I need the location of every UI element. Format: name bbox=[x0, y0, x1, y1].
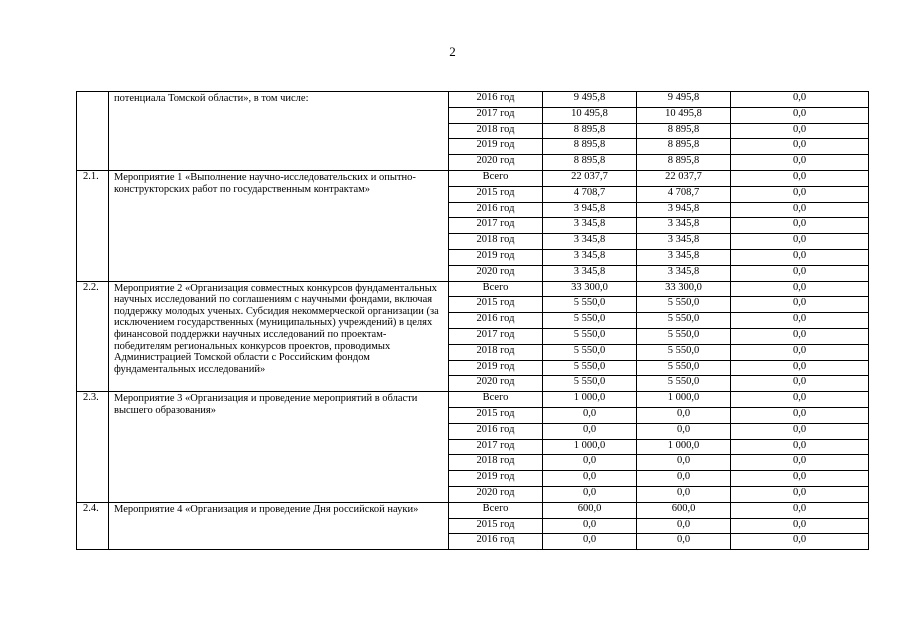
total-cell: 0,0 bbox=[543, 471, 637, 487]
total-cell: 0,0 bbox=[543, 423, 637, 439]
total-cell: 4 708,7 bbox=[543, 186, 637, 202]
budget-cell: 5 550,0 bbox=[637, 328, 731, 344]
total-cell: 5 550,0 bbox=[543, 297, 637, 313]
budget-cell: 5 550,0 bbox=[637, 360, 731, 376]
year-cell: Всего bbox=[449, 170, 543, 186]
other-sources-cell: 0,0 bbox=[731, 455, 869, 471]
budget-cell: 3 345,8 bbox=[637, 234, 731, 250]
year-cell: 2018 год bbox=[449, 455, 543, 471]
other-sources-cell: 0,0 bbox=[731, 202, 869, 218]
budget-cell: 0,0 bbox=[637, 534, 731, 550]
year-cell: 2016 год bbox=[449, 313, 543, 329]
other-sources-cell: 0,0 bbox=[731, 392, 869, 408]
year-cell: 2016 год bbox=[449, 202, 543, 218]
year-cell: 2015 год bbox=[449, 186, 543, 202]
budget-cell: 0,0 bbox=[637, 423, 731, 439]
year-cell: 2017 год bbox=[449, 328, 543, 344]
budget-cell: 3 345,8 bbox=[637, 249, 731, 265]
year-cell: 2020 год bbox=[449, 376, 543, 392]
other-sources-cell: 0,0 bbox=[731, 265, 869, 281]
budget-cell: 3 345,8 bbox=[637, 218, 731, 234]
other-sources-cell: 0,0 bbox=[731, 170, 869, 186]
table-row bbox=[77, 170, 869, 186]
budget-cell: 8 895,8 bbox=[637, 139, 731, 155]
budget-cell: 10 495,8 bbox=[637, 107, 731, 123]
section-code bbox=[77, 92, 109, 171]
other-sources-cell: 0,0 bbox=[731, 471, 869, 487]
total-cell: 8 895,8 bbox=[543, 155, 637, 171]
year-cell: 2015 год bbox=[449, 407, 543, 423]
total-cell: 5 550,0 bbox=[543, 313, 637, 329]
section-description: потенциала Томской области», в том числе: bbox=[109, 92, 449, 171]
total-cell: 1 000,0 bbox=[543, 439, 637, 455]
other-sources-cell: 0,0 bbox=[731, 186, 869, 202]
budget-cell: 5 550,0 bbox=[637, 376, 731, 392]
section-code: 2.2. bbox=[77, 281, 109, 392]
budget-cell: 4 708,7 bbox=[637, 186, 731, 202]
total-cell: 33 300,0 bbox=[543, 281, 637, 297]
other-sources-cell: 0,0 bbox=[731, 313, 869, 329]
total-cell: 3 345,8 bbox=[543, 218, 637, 234]
other-sources-cell: 0,0 bbox=[731, 281, 869, 297]
year-cell: 2018 год bbox=[449, 344, 543, 360]
other-sources-cell: 0,0 bbox=[731, 376, 869, 392]
year-cell: Всего bbox=[449, 281, 543, 297]
total-cell: 3 345,8 bbox=[543, 249, 637, 265]
year-cell: Всего bbox=[449, 392, 543, 408]
table-row bbox=[77, 281, 869, 297]
budget-cell: 5 550,0 bbox=[637, 344, 731, 360]
total-cell: 5 550,0 bbox=[543, 328, 637, 344]
total-cell: 0,0 bbox=[543, 486, 637, 502]
table-row bbox=[77, 92, 869, 108]
total-cell: 5 550,0 bbox=[543, 344, 637, 360]
budget-cell: 0,0 bbox=[637, 486, 731, 502]
total-cell: 3 945,8 bbox=[543, 202, 637, 218]
other-sources-cell: 0,0 bbox=[731, 123, 869, 139]
budget-cell: 0,0 bbox=[637, 471, 731, 487]
section-code: 2.3. bbox=[77, 392, 109, 503]
other-sources-cell: 0,0 bbox=[731, 107, 869, 123]
page-number: 2 bbox=[449, 44, 456, 59]
year-cell: 2017 год bbox=[449, 439, 543, 455]
section-description: Мероприятие 4 «Организация и проведение Дня российской науки» bbox=[109, 502, 449, 549]
total-cell: 600,0 bbox=[543, 502, 637, 518]
budget-cell: 8 895,8 bbox=[637, 155, 731, 171]
budget-cell: 33 300,0 bbox=[637, 281, 731, 297]
budget-cell: 1 000,0 bbox=[637, 392, 731, 408]
section-description: Мероприятие 2 «Организация совместных конкурсов фундаментальных научных исследований по соглашениям с научными фондами, включая поддержку молодых ученых. Субсидия некоммерческой организации (за исключением государственных (муниципальных) учреждений) в целях финансовой поддержки научных исследований по проектам-победителям региональных конкурсов проектов, проводимых Администрацией Томской области с Российским фондом фундаментальных исследований» bbox=[109, 281, 449, 392]
other-sources-cell: 0,0 bbox=[731, 518, 869, 534]
total-cell: 8 895,8 bbox=[543, 123, 637, 139]
year-cell: 2017 год bbox=[449, 107, 543, 123]
other-sources-cell: 0,0 bbox=[731, 218, 869, 234]
other-sources-cell: 0,0 bbox=[731, 249, 869, 265]
section-description: Мероприятие 1 «Выполнение научно-исследовательских и опытно-конструкторских работ по государственным контрактам» bbox=[109, 170, 449, 281]
table-row bbox=[77, 392, 869, 408]
year-cell: Всего bbox=[449, 502, 543, 518]
year-cell: 2015 год bbox=[449, 297, 543, 313]
total-cell: 3 345,8 bbox=[543, 234, 637, 250]
total-cell: 0,0 bbox=[543, 534, 637, 550]
year-cell: 2016 год bbox=[449, 423, 543, 439]
funding-table-body bbox=[77, 92, 869, 550]
other-sources-cell: 0,0 bbox=[731, 328, 869, 344]
total-cell: 8 895,8 bbox=[543, 139, 637, 155]
section-description: Мероприятие 3 «Организация и проведение мероприятий в области высшего образования» bbox=[109, 392, 449, 503]
budget-cell: 600,0 bbox=[637, 502, 731, 518]
budget-cell: 8 895,8 bbox=[637, 123, 731, 139]
year-cell: 2020 год bbox=[449, 265, 543, 281]
year-cell: 2018 год bbox=[449, 234, 543, 250]
budget-cell: 3 945,8 bbox=[637, 202, 731, 218]
year-cell: 2016 год bbox=[449, 534, 543, 550]
total-cell: 0,0 bbox=[543, 518, 637, 534]
other-sources-cell: 0,0 bbox=[731, 139, 869, 155]
other-sources-cell: 0,0 bbox=[731, 502, 869, 518]
budget-cell: 0,0 bbox=[637, 407, 731, 423]
other-sources-cell: 0,0 bbox=[731, 360, 869, 376]
budget-cell: 0,0 bbox=[637, 518, 731, 534]
year-cell: 2016 год bbox=[449, 92, 543, 108]
other-sources-cell: 0,0 bbox=[731, 155, 869, 171]
total-cell: 1 000,0 bbox=[543, 392, 637, 408]
other-sources-cell: 0,0 bbox=[731, 439, 869, 455]
budget-cell: 5 550,0 bbox=[637, 297, 731, 313]
total-cell: 0,0 bbox=[543, 407, 637, 423]
table-row bbox=[77, 502, 869, 518]
other-sources-cell: 0,0 bbox=[731, 534, 869, 550]
year-cell: 2020 год bbox=[449, 155, 543, 171]
year-cell: 2015 год bbox=[449, 518, 543, 534]
total-cell: 5 550,0 bbox=[543, 360, 637, 376]
funding-table bbox=[76, 91, 869, 550]
total-cell: 10 495,8 bbox=[543, 107, 637, 123]
budget-cell: 9 495,8 bbox=[637, 92, 731, 108]
budget-cell: 22 037,7 bbox=[637, 170, 731, 186]
total-cell: 9 495,8 bbox=[543, 92, 637, 108]
other-sources-cell: 0,0 bbox=[731, 407, 869, 423]
other-sources-cell: 0,0 bbox=[731, 297, 869, 313]
section-code: 2.4. bbox=[77, 502, 109, 549]
budget-cell: 0,0 bbox=[637, 455, 731, 471]
budget-cell: 3 345,8 bbox=[637, 265, 731, 281]
section-code: 2.1. bbox=[77, 170, 109, 281]
year-cell: 2019 год bbox=[449, 139, 543, 155]
other-sources-cell: 0,0 bbox=[731, 344, 869, 360]
year-cell: 2019 год bbox=[449, 471, 543, 487]
budget-cell: 1 000,0 bbox=[637, 439, 731, 455]
year-cell: 2017 год bbox=[449, 218, 543, 234]
total-cell: 0,0 bbox=[543, 455, 637, 471]
other-sources-cell: 0,0 bbox=[731, 423, 869, 439]
total-cell: 22 037,7 bbox=[543, 170, 637, 186]
other-sources-cell: 0,0 bbox=[731, 234, 869, 250]
total-cell: 3 345,8 bbox=[543, 265, 637, 281]
other-sources-cell: 0,0 bbox=[731, 486, 869, 502]
year-cell: 2018 год bbox=[449, 123, 543, 139]
budget-cell: 5 550,0 bbox=[637, 313, 731, 329]
other-sources-cell: 0,0 bbox=[731, 92, 869, 108]
year-cell: 2020 год bbox=[449, 486, 543, 502]
year-cell: 2019 год bbox=[449, 360, 543, 376]
total-cell: 5 550,0 bbox=[543, 376, 637, 392]
year-cell: 2019 год bbox=[449, 249, 543, 265]
